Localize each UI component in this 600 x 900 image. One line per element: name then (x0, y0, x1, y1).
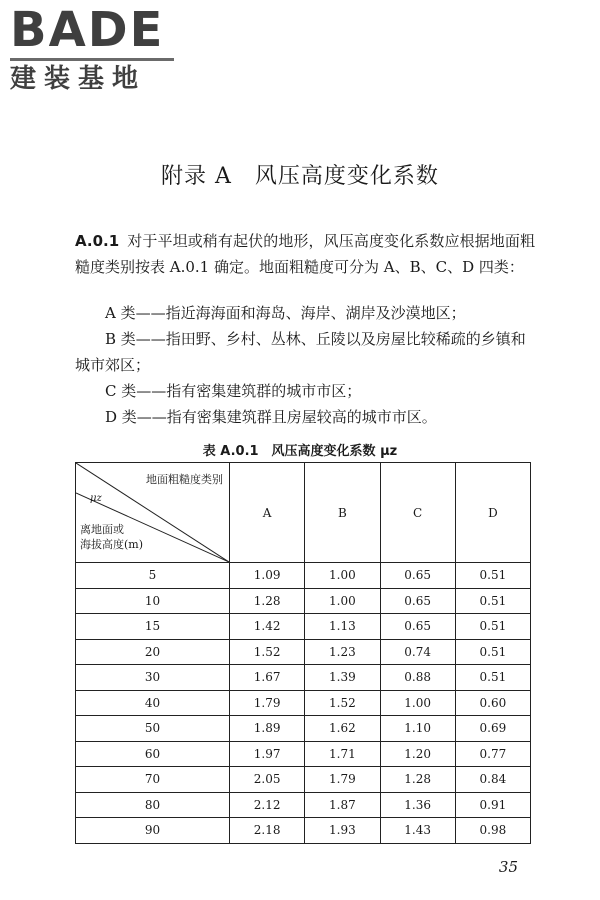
height-cell: 15 (76, 614, 230, 640)
logo-divider (10, 58, 174, 61)
value-cell: 1.79 (305, 767, 380, 793)
value-cell: 1.52 (305, 690, 380, 716)
value-cell: 0.91 (455, 792, 530, 818)
clause-paragraph (75, 228, 535, 280)
height-cell: 70 (76, 767, 230, 793)
height-cell: 5 (76, 563, 230, 589)
column-header-c: C (380, 463, 455, 563)
clause-text: 对于平坦或稍有起伏的地形，风压高度变化系数应根据地面粗糙度类别按表 A.0.1 确定。地面粗糙度可分为 A、B、C、D 四类： (75, 232, 535, 276)
value-cell: 0.65 (380, 588, 455, 614)
table-row (76, 767, 531, 793)
value-cell: 1.67 (230, 665, 305, 691)
value-cell: 0.51 (455, 639, 530, 665)
table-corner-header (76, 463, 230, 563)
column-header-b: B (305, 463, 380, 563)
value-cell: 1.52 (230, 639, 305, 665)
appendix-title: 附录 A 风压高度变化系数 (161, 164, 439, 189)
brand-logo (10, 4, 180, 94)
column-header-a: A (230, 463, 305, 563)
value-cell: 1.09 (230, 563, 305, 589)
height-cell: 30 (76, 665, 230, 691)
corner-roughness-label: 地面粗糙度类别 (146, 473, 223, 486)
value-cell: 1.23 (305, 639, 380, 665)
value-cell: 0.98 (455, 818, 530, 844)
value-cell: 2.18 (230, 818, 305, 844)
value-cell: 0.74 (380, 639, 455, 665)
value-cell: 0.65 (380, 563, 455, 589)
value-cell: 1.00 (305, 563, 380, 589)
height-cell: 10 (76, 588, 230, 614)
value-cell: 0.77 (455, 741, 530, 767)
table-row (76, 716, 531, 742)
page-number: 35 (498, 858, 518, 876)
category-item-d: D 类——指有密集建筑群且房屋较高的城市市区。 (105, 408, 437, 426)
value-cell: 1.43 (380, 818, 455, 844)
value-cell: 2.12 (230, 792, 305, 818)
logo-brand-text: BADE (10, 2, 165, 58)
category-list (75, 300, 535, 430)
category-item-a: A 类——指近海海面和海岛、海岸、湖岸及沙漠地区； (105, 304, 466, 322)
category-item-b: B 类——指田野、乡村、丛林、丘陵以及房屋比较稀疏的乡镇和城市郊区； (75, 330, 526, 374)
value-cell: 1.36 (380, 792, 455, 818)
table-row (76, 614, 531, 640)
logo-subtitle: 建装基地 (10, 64, 147, 94)
coefficient-table (75, 462, 531, 844)
clause-number: A.0.1 (75, 232, 120, 250)
value-cell: 1.39 (305, 665, 380, 691)
value-cell: 1.71 (305, 741, 380, 767)
corner-height-line2: 海拔高度(m) (80, 538, 144, 551)
table-row (76, 818, 531, 844)
value-cell: 0.51 (455, 588, 530, 614)
category-item-c: C 类——指有密集建筑群的城市市区； (105, 382, 362, 400)
value-cell: 2.05 (230, 767, 305, 793)
table-row (76, 792, 531, 818)
value-cell: 1.00 (305, 588, 380, 614)
value-cell: 1.79 (230, 690, 305, 716)
value-cell: 1.62 (305, 716, 380, 742)
table-row (76, 563, 531, 589)
value-cell: 1.10 (380, 716, 455, 742)
table-row (76, 665, 531, 691)
table-row (76, 690, 531, 716)
table-row (76, 741, 531, 767)
table-row (76, 588, 531, 614)
value-cell: 1.28 (230, 588, 305, 614)
value-cell: 1.42 (230, 614, 305, 640)
value-cell: 0.84 (455, 767, 530, 793)
value-cell: 1.00 (380, 690, 455, 716)
height-cell: 90 (76, 818, 230, 844)
value-cell: 1.89 (230, 716, 305, 742)
height-cell: 20 (76, 639, 230, 665)
value-cell: 0.69 (455, 716, 530, 742)
value-cell: 0.60 (455, 690, 530, 716)
table-caption: 表 A.0.1 风压高度变化系数 μz (202, 444, 398, 459)
value-cell: 0.88 (380, 665, 455, 691)
value-cell: 1.13 (305, 614, 380, 640)
column-header-d: D (455, 463, 530, 563)
value-cell: 1.87 (305, 792, 380, 818)
value-cell: 1.97 (230, 741, 305, 767)
value-cell: 0.51 (455, 614, 530, 640)
height-cell: 50 (76, 716, 230, 742)
value-cell: 0.51 (455, 665, 530, 691)
value-cell: 0.65 (380, 614, 455, 640)
value-cell: 1.20 (380, 741, 455, 767)
height-cell: 40 (76, 690, 230, 716)
value-cell: 0.51 (455, 563, 530, 589)
corner-height-line1: 离地面或 (80, 523, 124, 536)
height-cell: 80 (76, 792, 230, 818)
corner-mu-label: μz (90, 493, 102, 504)
corner-height-label (80, 522, 143, 552)
value-cell: 1.93 (305, 818, 380, 844)
table-header-row (76, 463, 531, 563)
value-cell: 1.28 (380, 767, 455, 793)
table-row (76, 639, 531, 665)
height-cell: 60 (76, 741, 230, 767)
